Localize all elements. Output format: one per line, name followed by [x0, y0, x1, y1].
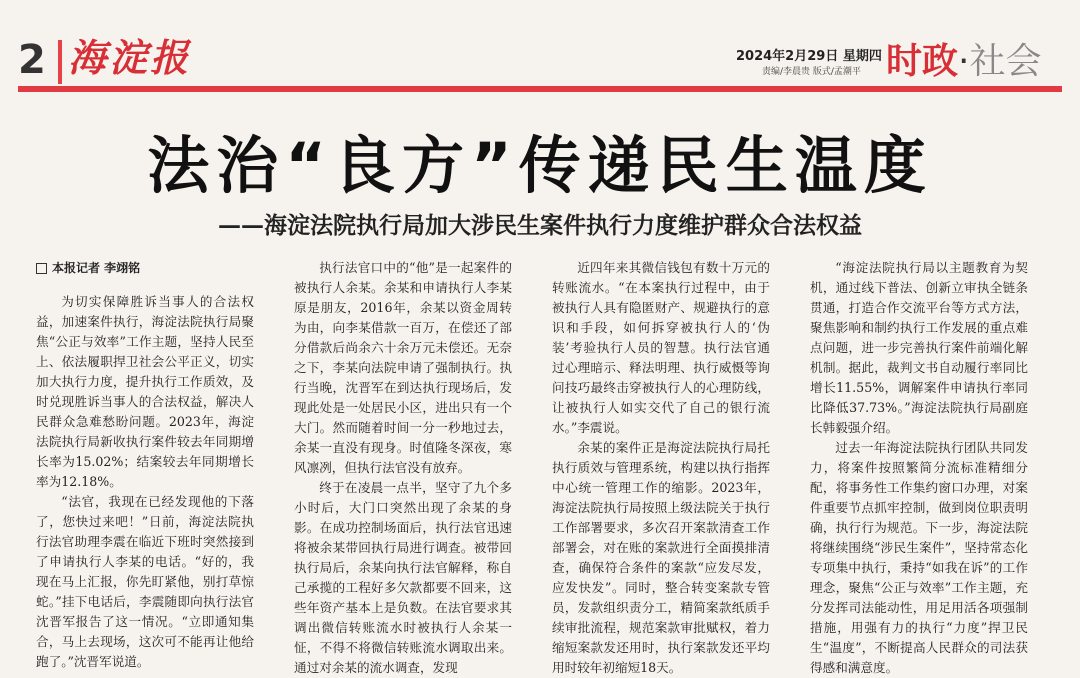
- paragraph: “海淀法院执行局以主题教育为契机，通过线下普法、创新立审执全链条贯通，打造合作交流平台等方式方法，聚焦影响和制约执行工作发展的重点难点问题，进一步完善执行案件前端化解机制。据此，裁判文书自动履行率同比增长11.55%，调解案件申请执行率同比降低37.73%。”海淀法院执行局副庭长韩毅强介绍。: [810, 260, 1028, 435]
- paragraph: 终于在凌晨一点半，坚守了九个多小时后，大门口突然出现了余某的身影。在成功控制场面后，执行法官迅速将被余某带回执行局进行调查。被带回执行局后，余某向执行法官解释，称自己承揽的工程好多欠款都要不回来，这些年资产基本上是负数。在法官要求其调出微信转账流水时被执行人余某一怔，不得不将微信转账流水调取出来。通过对余某的流水调查，发现: [294, 480, 512, 675]
- page-number-divider: [58, 40, 62, 84]
- paragraph: 为切实保障胜诉当事人的合法权益，加速案件执行，海淀法院执行局聚焦“公正与效率”工作主题，坚持人民至上、依法履职捍卫社会公平正义，切实加大执行力度，提升执行工作质效，及时兑现胜诉当事人的合法权益，解决人民群众急难愁盼问题。2023年，海淀法院执行局新收执行案件较去年同期增长率为15.02%；结案较去年同期增长率为12.18%。: [36, 294, 254, 489]
- byline-box-icon: [36, 263, 47, 274]
- byline: [36, 258, 254, 278]
- article-column-2: [294, 258, 512, 678]
- section-title-politics: 时政: [886, 41, 959, 82]
- masthead-rule: [18, 86, 1062, 92]
- paragraph: 近四年来其微信钱包有数十万元的转账流水。“在本案执行过程中，由于被执行人具有隐匿财产、规避执行的意识和手段，如何拆穿被执行人的‘伪装’考验执行人员的智慧。执行法官通过心理暗示、释法明理、执行威慑等询问技巧最终击穿被执行人的心理防线，让被执行人如实交代了自己的银行流水。”李震说。: [552, 260, 770, 435]
- editor-credits: 责编/李晨贵 版式/孟潮平: [762, 67, 861, 77]
- article-subheadline: ——海淀法院执行局加大涉民生案件执行力度维护群众合法权益: [218, 212, 862, 239]
- paragraph: 执行法官口中的“他”是一起案件的被执行人余某。余某和申请执行人李某原是朋友，2016年，余某以资金周转为由，向李某借款一百万，在偿还了部分借款后尚余六十余万元未偿还。无奈之下，李某向法院申请了强制执行。执行当晚，沈晋军在到达执行现场后，发现此处是一处居民小区，进出只有一个大门。然而随着时间一分一秒地过去，余某一直没有现身。时值隆冬深夜，寒风凛冽，但执行法官没有放弃。: [294, 260, 512, 475]
- section-title: [886, 40, 1041, 84]
- article-column-4: [810, 258, 1028, 678]
- article-column-1: [36, 258, 254, 672]
- newspaper-logo: 海淀报: [68, 35, 192, 80]
- paragraph: 过去一年海淀法院执行团队共同发力，将案件按照繁简分流标准精细分配，将事务性工作集约窗口办理，对案件重要节点抓牢控制，做到岗位职责明确，执行行为规范。下一步，海淀法院将继续围绕“涉民生案件”，坚持常态化专项集中执行，秉持“如我在诉”的工作理念，聚焦“公正与效率”工作主题，充分发挥司法能动性，用足用活各项强制措施，用强有力的执行“力度”捍卫民生“温度”，不断提高人民群众的司法获得感和满意度。: [810, 440, 1028, 675]
- article-headline: 法治“良方”传递民生温度: [147, 129, 933, 202]
- section-title-society: 社会: [969, 41, 1042, 82]
- article-column-3: [552, 258, 770, 678]
- paragraph: “法官，我现在已经发现他的下落了，您快过来吧！”日前，海淀法院执行法官助理李震在临近下班时突然接到了申请执行人李某的电话。“好的，我现在马上汇报，你先盯紧他，别打草惊蛇。”挂下电话后，李震随即向执行法官沈晋军报告了这一情况。“立即通知集合，马上去现场，这次可不能再让他给跑了。”沈晋军说道。: [36, 494, 254, 669]
- paragraph: 余某的案件正是海淀法院执行局托执行质效与管理系统，构建以执行指挥中心统一管理工作的缩影。2023年，海淀法院执行局按照上级法院关于执行工作部署要求，多次召开案款清查工作部署会，对在账的案款进行全面摸排清查，确保符合条件的案款“应发尽发，应发快发”。同时，整合转变案款专管员，发款组织责分工，精简案款纸质手续审批流程，规范案款审批赋权，着力缩短案款发还用时，执行案款发还平均用时较年初缩短18天。: [552, 440, 770, 675]
- page-number: 2: [18, 37, 46, 83]
- section-title-dot: ·: [958, 41, 970, 82]
- issue-date: 2024年2月29日 星期四: [736, 49, 882, 64]
- byline-text: 本报记者 李翊铭: [52, 261, 141, 275]
